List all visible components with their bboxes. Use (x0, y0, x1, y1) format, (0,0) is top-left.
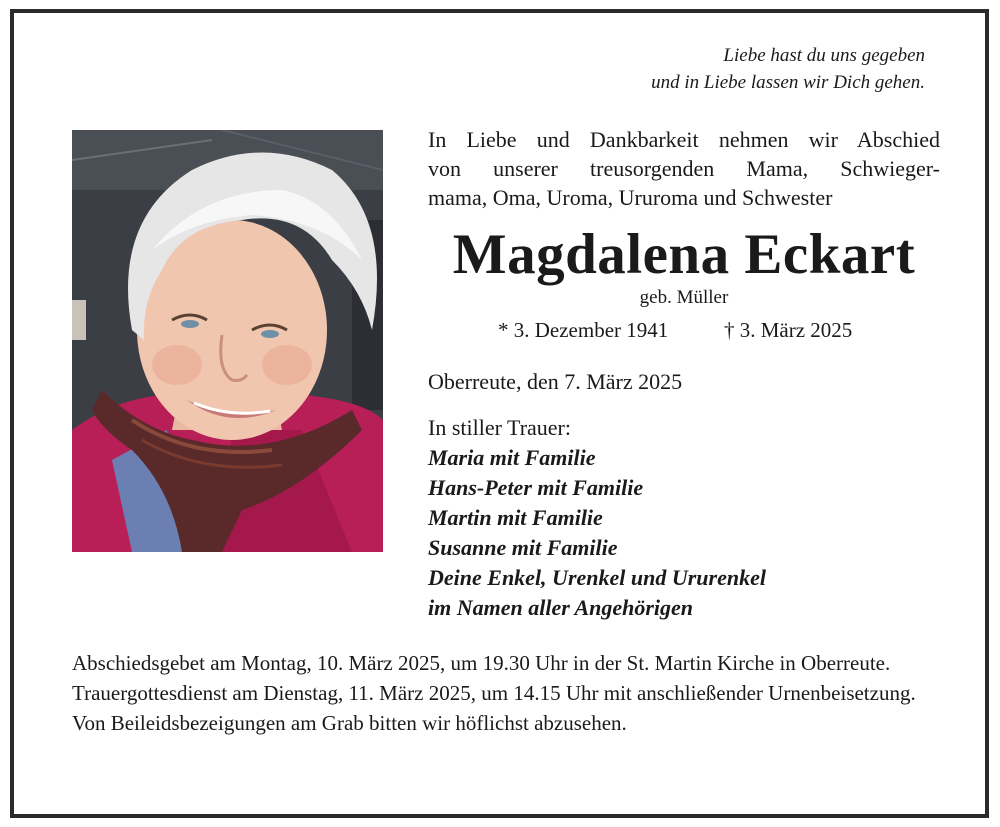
motto-line-2: und in Liebe lassen wir Dich gehen. (651, 72, 925, 93)
deceased-name: Magdalena Eckart (452, 223, 916, 286)
service-notes (72, 651, 932, 741)
motto (651, 42, 925, 96)
death-date: † 3. März 2025 (724, 318, 853, 342)
intro-text (428, 125, 940, 212)
mourner-item: Hans-Peter mit Familie (428, 475, 644, 500)
maiden-name: geb. Müller (639, 287, 729, 308)
farewell-prayer-note: Abschiedsgebet am Montag, 10. März 2025, um 19.30 Uhr in der St. Martin Kirche in Oberreute. (72, 651, 891, 675)
intro-line-2: von unserer treusorgenden Mama, Schwieger- (428, 156, 940, 181)
place-and-date: Oberreute, den 7. März 2025 (428, 369, 683, 394)
motto-line-1: Liebe hast du uns gegeben (723, 45, 925, 66)
funeral-service-note: Trauergottesdienst am Dienstag, 11. März 2025, um 14.15 Uhr mit anschließender Urnenbeisetzung. (72, 681, 916, 705)
mourning-label: In stiller Trauer: (428, 415, 571, 440)
mourner-item: Deine Enkel, Urenkel und Ururenkel (428, 565, 766, 590)
mourning-section (428, 413, 766, 623)
condolence-note: Von Beileidsbezeigungen am Grab bitten wir höflichst abzusehen. (72, 711, 627, 735)
portrait-illustration (72, 130, 383, 552)
intro-line-1: In Liebe und Dankbarkeit nehmen wir Abschied (428, 127, 940, 152)
mourner-item: Maria mit Familie (428, 445, 596, 470)
mourner-item: im Namen aller Angehörigen (428, 595, 694, 620)
birth-date: * 3. Dezember 1941 (498, 318, 669, 342)
mourner-item: Susanne mit Familie (428, 535, 618, 560)
intro-line-3: mama, Oma, Uroma, Ururoma und Schwester (428, 185, 833, 210)
portrait-photo (72, 130, 383, 552)
mourner-item: Martin mit Familie (428, 505, 603, 530)
